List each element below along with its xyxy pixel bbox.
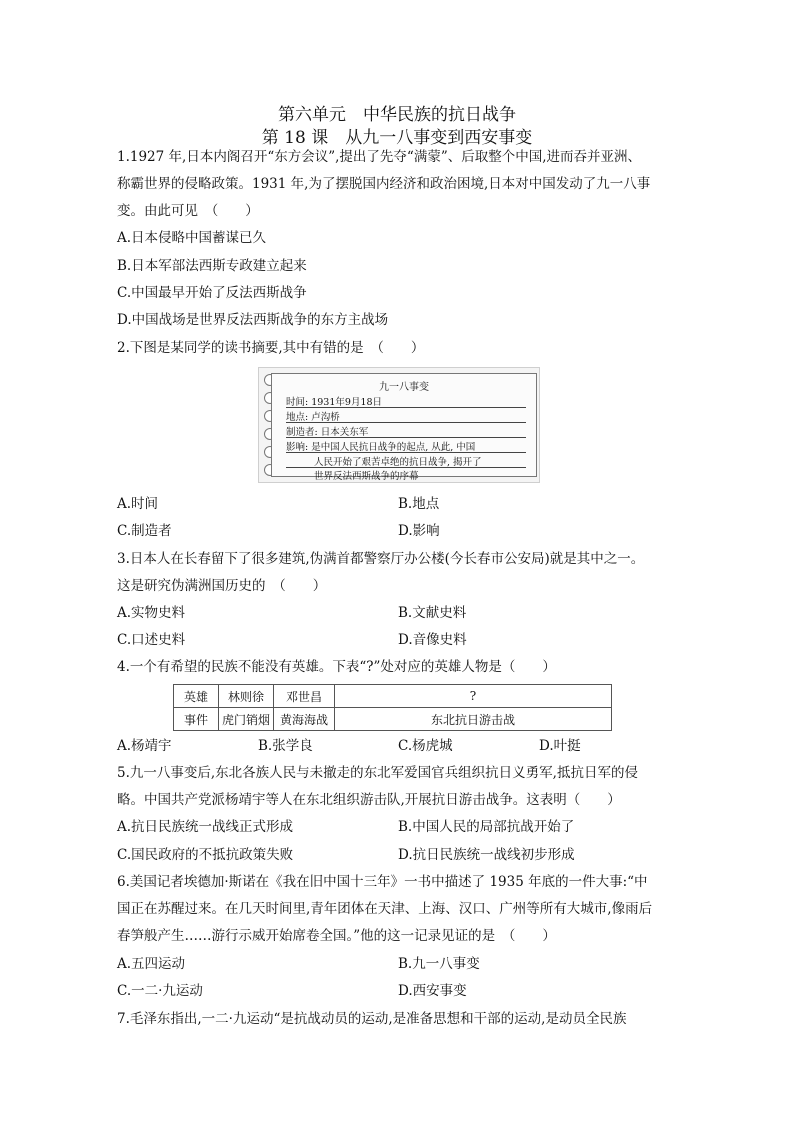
q2-stem: 2.下图是某同学的读书摘要,其中有错的是 （ ） [117,340,425,356]
q1-option-c[interactable]: C.中国最早开始了反法西斯战争 [117,285,307,301]
q1-option-d[interactable]: D.中国战场是世界反法西斯战争的东方主战场 [117,312,389,328]
note-rule [286,437,526,438]
q4-option-a[interactable]: A.杨靖宇 [117,738,172,754]
note-place: 地点: 卢沟桥 [286,412,340,423]
note-rule [286,407,526,408]
note-card [271,373,537,482]
note-rule [286,452,526,453]
q3-option-d[interactable]: D.音像史料 [398,632,467,648]
q4-option-d[interactable]: D.叶挺 [539,738,581,754]
lesson-title: 第 18 课 从九一八事变到西安事变 [261,128,533,148]
table-cell: 事件 [174,708,219,731]
q5-option-c[interactable]: C.国民政府的不抵抗政策失败 [117,847,294,863]
table-cell: 虎门销烟 [219,708,274,731]
note-title: 九一八事变 [379,382,429,393]
table-cell: 林则徐 [219,685,274,708]
q6-stem-line-3: 春笋般产生……游行示威开始席卷全国。”他的这一记录见证的是 （ ） [117,928,556,944]
q1-stem-line-1: 1.1927 年,日本内阁召开“东方会议”,提出了先夺“满蒙”、后取整个中国,进而吞并亚洲、 [117,149,642,165]
q5-option-a[interactable]: A.抗日民族统一战线正式形成 [117,819,294,835]
table-cell: 英雄 [174,685,219,708]
q5-stem-line-1: 5.九一八事变后,东北各族人民与未撤走的东北军爱国官兵组织抗日义勇军,抵抗日军的侵 [117,765,638,781]
note-maker: 制造者: 日本关东军 [286,427,369,438]
q4-stem: 4.一个有希望的民族不能没有英雄。下表“?”处对应的英雄人物是（ ） [117,659,556,675]
q5-option-d[interactable]: D.抗日民族统一战线初步形成 [398,847,575,863]
q4-option-c[interactable]: C.杨虎城 [398,738,453,754]
q6-option-a[interactable]: A.五四运动 [117,956,186,972]
q6-stem-line-2: 国正在苏醒过来。在几天时间里,青年团体在天津、上海、汉口、广州等所有大城市,像雨后 [117,901,653,917]
reading-note-figure [258,367,540,483]
q4-option-b[interactable]: B.张学良 [258,738,313,754]
table-cell: ? [335,685,612,708]
q5-option-b[interactable]: B.中国人民的局部抗战开始了 [398,819,575,835]
q2-option-b[interactable]: B.地点 [398,496,440,512]
table-row [174,685,612,708]
q1-option-a[interactable]: A.日本侵略中国蓄谋已久 [117,230,267,246]
note-impact-3: 世界反法西斯战争的序幕 [314,471,419,482]
note-impact-2: 人民开始了艰苦卓绝的抗日战争, 揭开了 [314,457,482,468]
q3-stem-line-1: 3.日本人在长春留下了很多建筑,伪满首都警察厅办公楼(今长春市公安局)就是其中之一。 [117,551,645,567]
q6-stem-line-1: 6.美国记者埃德加·斯诺在《我在旧中国十三年》一书中描述了 1935 年底的一件大事:“中 [117,874,648,890]
q2-option-a[interactable]: A.时间 [117,496,159,512]
q6-option-c[interactable]: C.一二·九运动 [117,983,203,999]
note-rule [286,422,526,423]
q1-option-b[interactable]: B.日本军部法西斯专政建立起来 [117,258,307,274]
table-row [174,708,612,731]
q3-option-a[interactable]: A.实物史料 [117,605,186,621]
note-impact-1: 影响: 是中国人民抗日战争的起点, 从此, 中国 [286,442,476,453]
q6-option-b[interactable]: B.九一八事变 [398,956,480,972]
q2-option-c[interactable]: C.制造者 [117,523,172,539]
q1-stem-line-2: 称霸世界的侵略政策。1931 年,为了摆脱国内经济和政治困境,日本对中国发动了九一八事 [117,176,651,192]
table-cell: 邓世昌 [274,685,335,708]
hero-table [173,684,612,731]
q5-stem-line-2: 略。中国共产党派杨靖宇等人在东北组织游击队,开展抗日游击战争。这表明（ ） [117,792,621,808]
q1-stem-line-3: 变。由此可见 （ ） [117,203,259,219]
q2-option-d[interactable]: D.影响 [398,523,440,539]
q3-option-b[interactable]: B.文献史料 [398,605,467,621]
q3-stem-line-2: 这是研究伪满洲国历史的 （ ） [117,578,327,594]
q6-option-d[interactable]: D.西安事变 [398,983,467,999]
table-cell: 东北抗日游击战 [335,708,612,731]
note-time: 时间: 1931年9月18日 [286,397,383,408]
unit-title: 第六单元 中华民族的抗日战争 [278,105,516,125]
q7-stem-line-1: 7.毛泽东指出,一二·九运动“是抗战动员的运动,是准备思想和干部的运动,是动员全民族 [117,1011,627,1027]
table-cell: 黄海海战 [274,708,335,731]
q3-option-c[interactable]: C.口述史料 [117,632,186,648]
